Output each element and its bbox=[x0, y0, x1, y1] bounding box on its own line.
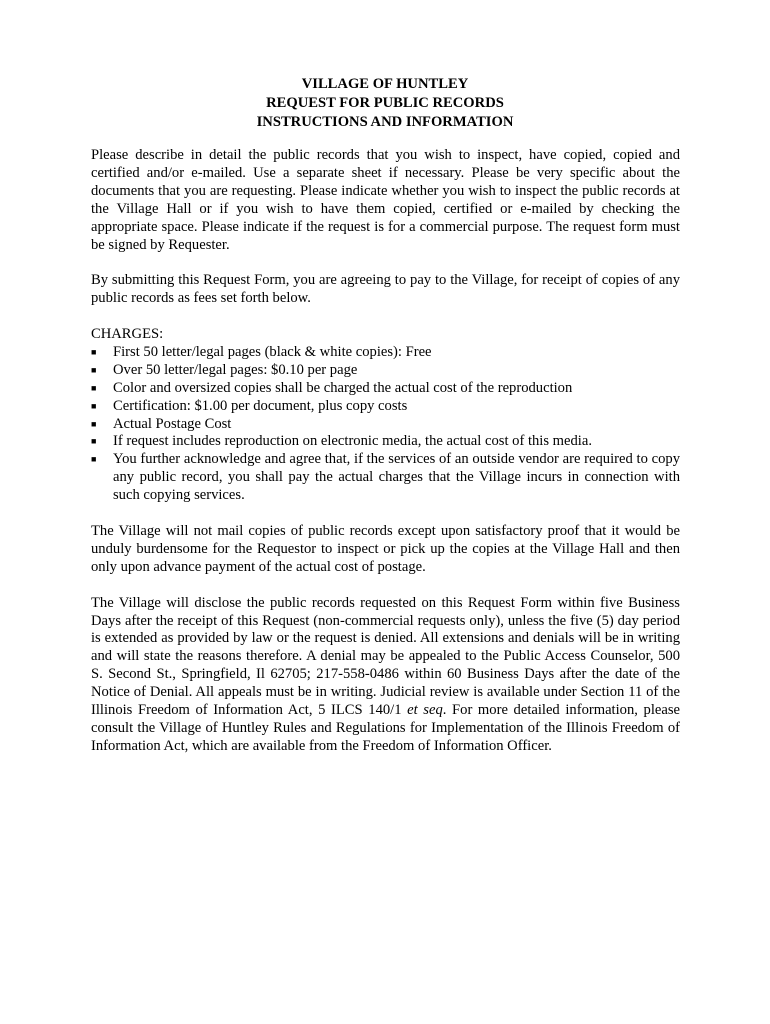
list-item bbox=[91, 344, 680, 362]
charge-text: Color and oversized copies shall be charged the actual cost of the reproduction bbox=[113, 379, 573, 396]
list-item bbox=[91, 362, 680, 380]
list-item bbox=[91, 451, 680, 505]
paragraph-disclosure-appeals bbox=[91, 595, 680, 756]
paragraph-fee-agreement: By submitting this Request Form, you are agreeing to pay to the Village, for receipt of copies of any public records as fees set forth below. bbox=[91, 272, 680, 307]
bullet-square-icon: ■ bbox=[91, 400, 97, 411]
bullet-square-icon: ■ bbox=[91, 382, 97, 393]
list-item bbox=[91, 398, 680, 416]
charge-text: You further acknowledge and agree that, if the services of an outside vendor are required to copy any public record, you shall pay the actual charges that the Village incurs in connection with such copying services. bbox=[113, 451, 680, 504]
list-item bbox=[91, 433, 680, 451]
charge-text: Certification: $1.00 per document, plus copy costs bbox=[113, 397, 408, 414]
disclosure-text: The Village will disclose the public records requested on this Request Form within five Business Days after the receipt of this Request (non-commercial requests only), unless the five (5) day period is extended as provided by law or the request is denied. All extensions and denials will be in writing and will state the reasons therefore. A denial may be appealed to the Public Access Counselor, 500 S. Second St., Springfield, Il 62705; 217-558-0486 within 60 Business Days after the date of the Notice of Denial. All appeals must be in writing. Judicial review is available under Section 11 of the Illinois Freedom of Information Act, 5 ILCS 140/1 bbox=[91, 594, 680, 719]
list-item bbox=[91, 380, 680, 398]
paragraph-describe-request: Please describe in detail the public records that you wish to inspect, have copied, copied and certified and/or e-mailed. Use a separate sheet if necessary. Please be very specific about the documents that you are requesting. Please indicate whether you wish to inspect the public records at the Village Hall or if you wish to have them copied, certified or e-mailed by checking the appropriate space. Please indicate if the request is for a commercial purpose. The request form must be signed by Requester. bbox=[91, 147, 680, 253]
paragraph-mail-copies: The Village will not mail copies of public records except upon satisfactory proof that it would be unduly burdensome for the Requestor to inspect or pick up the copies at the Village Hall and then only upon advance payment of the actual cost of postage. bbox=[91, 522, 680, 575]
bullet-square-icon: ■ bbox=[91, 346, 97, 357]
disclosure-text-end: . For more detailed information, please consult the Village of Huntley Rules and Regulations for Implementation of the Illinois Freedom of Information Act, which are available from the Freedom of Information Officer. bbox=[91, 702, 680, 754]
list-item bbox=[91, 416, 680, 434]
heading-line-village: VILLAGE OF HUNTLEY bbox=[301, 76, 469, 92]
charges-title: CHARGES: bbox=[91, 326, 164, 343]
bullet-square-icon: ■ bbox=[91, 454, 97, 465]
charges-list bbox=[91, 344, 680, 505]
document-body bbox=[91, 147, 680, 774]
charge-text: Over 50 letter/legal pages: $0.10 per page bbox=[113, 361, 358, 378]
charge-text: If request includes reproduction on electronic media, the actual cost of this media. bbox=[113, 433, 592, 450]
bullet-square-icon: ■ bbox=[91, 418, 97, 429]
heading-line-instructions: INSTRUCTIONS AND INFORMATION bbox=[256, 114, 514, 130]
charge-text: Actual Postage Cost bbox=[113, 415, 232, 432]
et-seq-citation: et seq bbox=[407, 702, 443, 719]
heading-line-request: REQUEST FOR PUBLIC RECORDS bbox=[266, 95, 504, 111]
document-heading bbox=[0, 75, 770, 132]
bullet-square-icon: ■ bbox=[91, 364, 97, 375]
bullet-square-icon: ■ bbox=[91, 436, 97, 447]
charge-text: First 50 letter/legal pages (black & white copies): Free bbox=[113, 343, 432, 360]
